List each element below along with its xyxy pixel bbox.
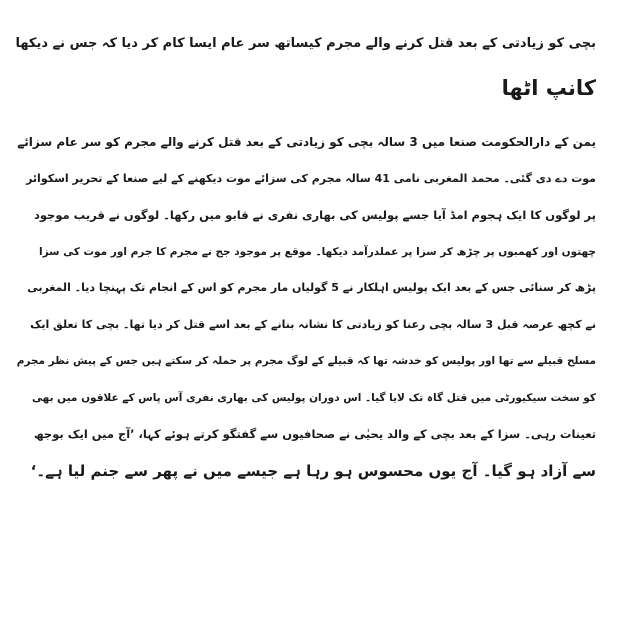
body-line: پڑھ کر سنائی جس کے بعد ایک پولیس اہلکار نے 5 گولیاں مار مجرم کو اس کے انجام تک پہنچا دیا۔ المغربی [27, 281, 596, 294]
headline-line: بچی کو زیادتی کے بعد قتل کرنے والے مجرم کیساتھ سر عام ایسا کام کر دیا کہ جس نے دیکھا [15, 36, 596, 51]
body-line: چھتوں اور کھمبوں پر چڑھ کر سزا پر عملدرآمد دیکھا۔ موقع پر موجود جج نے مجرم کا جرم اور موت کی سزا [39, 245, 596, 258]
article-headline [14, 22, 596, 110]
body-line: پر لوگوں کا ایک ہجوم امڈ آیا جسے پولیس کی بھاری نفری نے قابو میں رکھا۔ لوگوں نے قریب موجود [33, 208, 596, 222]
body-line: موت دے دی گئی۔ محمد المغربی نامی 41 سالہ مجرم کی سزائے موت دیکھنے کے لیے صنعا کے تحریر اسکوائر [26, 171, 596, 185]
article-body [14, 124, 596, 489]
body-line: تعینات رہی۔ سزا کے بعد بچی کے والد یحیٰی نے صحافیوں سے گفتگو کرتے ہوئے کہا، ’آج میں ایک بوجھ [33, 427, 596, 441]
body-line: نے کچھ عرصہ قبل 3 سالہ بچی رعنا کو زیادتی کا نشانہ بنانے کے بعد اسے قتل کر دیا تھا۔ بچی کا تعلق ایک [30, 317, 596, 331]
body-line: مسلح قبیلے سے تھا اور پولیس کو خدشہ تھا کہ قبیلے کے لوگ مجرم پر حملہ کر سکتے ہیں جس کے پیش نظر مجرم [16, 355, 596, 367]
body-line: سے آزاد ہو گیا۔ آج یوں محسوس ہو رہا ہے جیسے میں نے پھر سے جنم لیا ہے۔‘ [30, 461, 596, 480]
body-line: کو سخت سیکیورٹی میں قتل گاہ تک لایا گیا۔ اس دوران پولیس کی بھاری نفری آس پاس کے علاقوں میں بھی [32, 391, 596, 404]
headline-line: کانپ اٹھا [501, 76, 596, 100]
body-line: یمن کے دارالحکومت صنعا میں 3 سالہ بچی کو زیادتی کے بعد قتل کرنے والے مجرم کو سر عام سزائے [17, 135, 596, 149]
